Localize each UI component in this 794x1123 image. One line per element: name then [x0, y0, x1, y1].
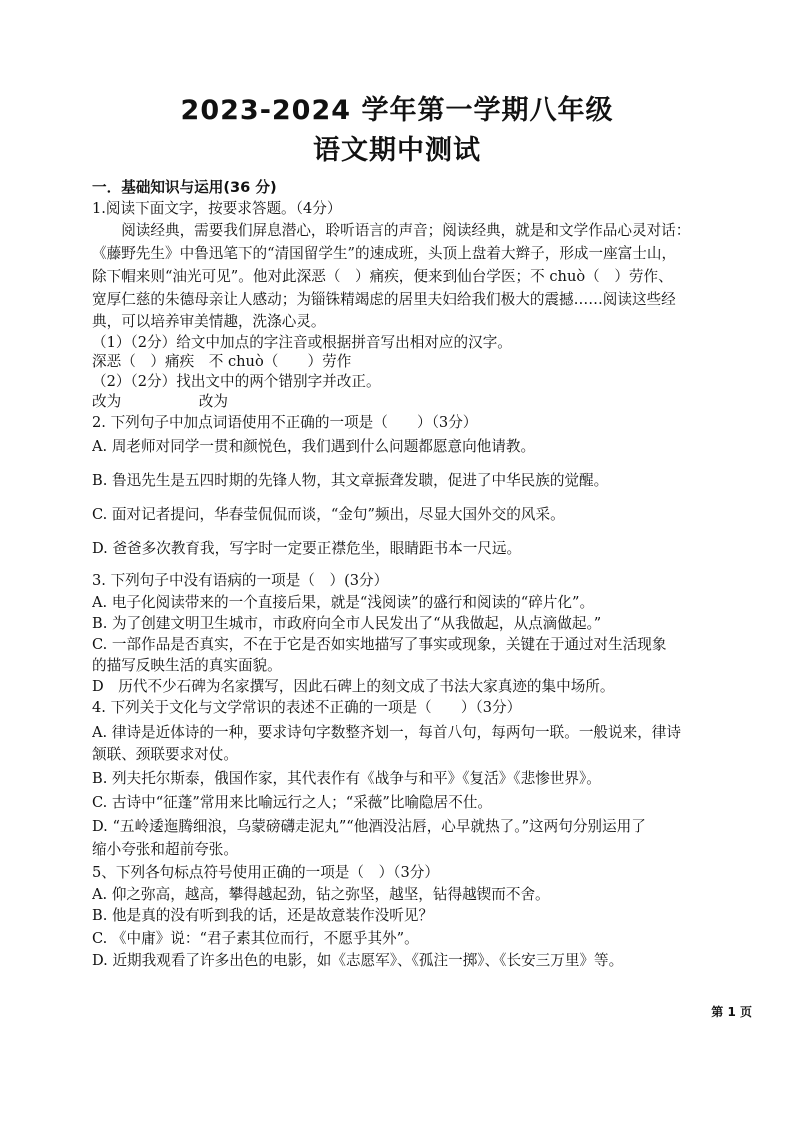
option-line: D 历代不少石碑为名家撰写，因此石碑上的刻文成了书法大家真迹的集中场所。	[92, 678, 615, 695]
option-line: A. 律诗是近体诗的一种，要求诗句字数整齐划一，每首八句，每两句一联。一般说来，律诗	[92, 724, 681, 741]
page-number: 第 1 页	[711, 1005, 752, 1019]
option-line: 颔联、颈联要求对仗。	[92, 746, 238, 763]
option-line: C. 一部作品是否真实，不在于它是否如实地描写了事实或现象，关键在于通过对生活现象	[92, 636, 667, 653]
option-line: D. “五岭逶迤腾细浪，乌蒙磅礴走泥丸”“他酒没沾唇，心早就热了。”这两句分别运用了	[92, 818, 646, 835]
option-line: B. 鲁迅先生是五四时期的先锋人物，其文章振聋发聩，促进了中华民族的觉醒。	[92, 472, 609, 489]
question-4-prompt: 4. 下列关于文化与文学常识的表述不正确的一项是（ ）（3分）	[92, 699, 522, 716]
question-5-prompt: 5、下列各句标点符号使用正确的一项是（ ）（3分）	[92, 864, 439, 881]
passage-line: 宽厚仁慈的朱德母亲让人感动；为锱铢精竭虑的居里夫妇给我们极大的震撼……阅读这些经	[92, 291, 676, 308]
question-3-prompt: 3. 下列句子中没有语病的一项是（ ）(3分）	[92, 572, 389, 589]
question-2-prompt: 2. 下列句子中加点词语使用不正确的一项是（ ）（3分）	[92, 414, 478, 431]
option-line: D. 爸爸多次教育我，写字时一定要正襟危坐，眼睛距书本一尺远。	[92, 540, 522, 557]
option-line: B. 列夫托尔斯泰，俄国作家，其代表作有《战争与和平》《复活》《悲惨世界》。	[92, 770, 601, 787]
option-line: C. 面对记者提问，华春莹侃侃而谈，“金句”频出，尽显大国外交的风采。	[92, 506, 565, 523]
option-line: A. 电子化阅读带来的一个直接后果，就是“浅阅读”的盛行和阅读的“碎片化”。	[92, 594, 595, 611]
answer-blank-line: 深恶（ ）痛疾 不 chuò（ ）劳作	[92, 353, 352, 370]
passage-line: 《藤野先生》中鲁迅笔下的“清国留学生”的速成班，头顶上盘着大辫子，形成一座富士山，	[92, 245, 677, 262]
option-line: D. 近期我观看了许多出色的电影，如《志愿军》、《孤注一掷》、《长安三万里》等。	[92, 952, 624, 969]
section-heading: 一．基础知识与运用(36 分)	[92, 179, 277, 196]
passage-line: 阅读经典，需要我们屏息潜心，聆听语言的声音；阅读经典，就是和文学作品心灵对话：	[92, 222, 691, 239]
exam-title: 2023-2024 学年第一学期八年级	[180, 95, 614, 126]
passage-line: 典，可以培养审美情趣，洗涤心灵。	[92, 313, 326, 330]
option-line: C. 《中庸》说：“君子素其位而行，不愿乎其外”。	[92, 930, 419, 947]
passage-line: 除下帽来则“油光可见”。他对此深恶（ ）痛疾，便来到仙台学医；不 chuò（ ）劳作、	[92, 268, 673, 285]
option-line: 缩小夸张和超前夸张。	[92, 841, 238, 858]
option-line: A. 周老师对同学一贯和颜悦色，我们遇到什么问题都愿意向他请教。	[92, 438, 536, 455]
option-line: C. 古诗中“征蓬”常用来比喻远行之人；“采薇”比喻隐居不仕。	[92, 794, 493, 811]
option-line: 的描写反映生活的真实面貌。	[92, 657, 282, 674]
answer-blank-line: 改为 改为	[92, 393, 228, 410]
question-1-prompt: 1.阅读下面文字，按要求答题。（4分）	[92, 200, 342, 217]
exam-subtitle: 语文期中测试	[313, 135, 481, 166]
option-line: B. 他是真的没有听到我的话，还是故意装作没听见？	[92, 907, 434, 924]
option-line: B. 为了创建文明卫生城市，市政府向全市人民发出了“从我做起，从点滴做起。”	[92, 615, 602, 632]
sub-question: （2）（2分）找出文中的两个错别字并改正。	[92, 373, 381, 390]
sub-question: （1）（2分）给文中加点的字注音或根据拼音写出相对应的汉字。	[92, 334, 512, 351]
option-line: A. 仰之弥高，越高，攀得越起劲，钻之弥坚，越坚，钻得越锲而不舍。	[92, 886, 550, 903]
